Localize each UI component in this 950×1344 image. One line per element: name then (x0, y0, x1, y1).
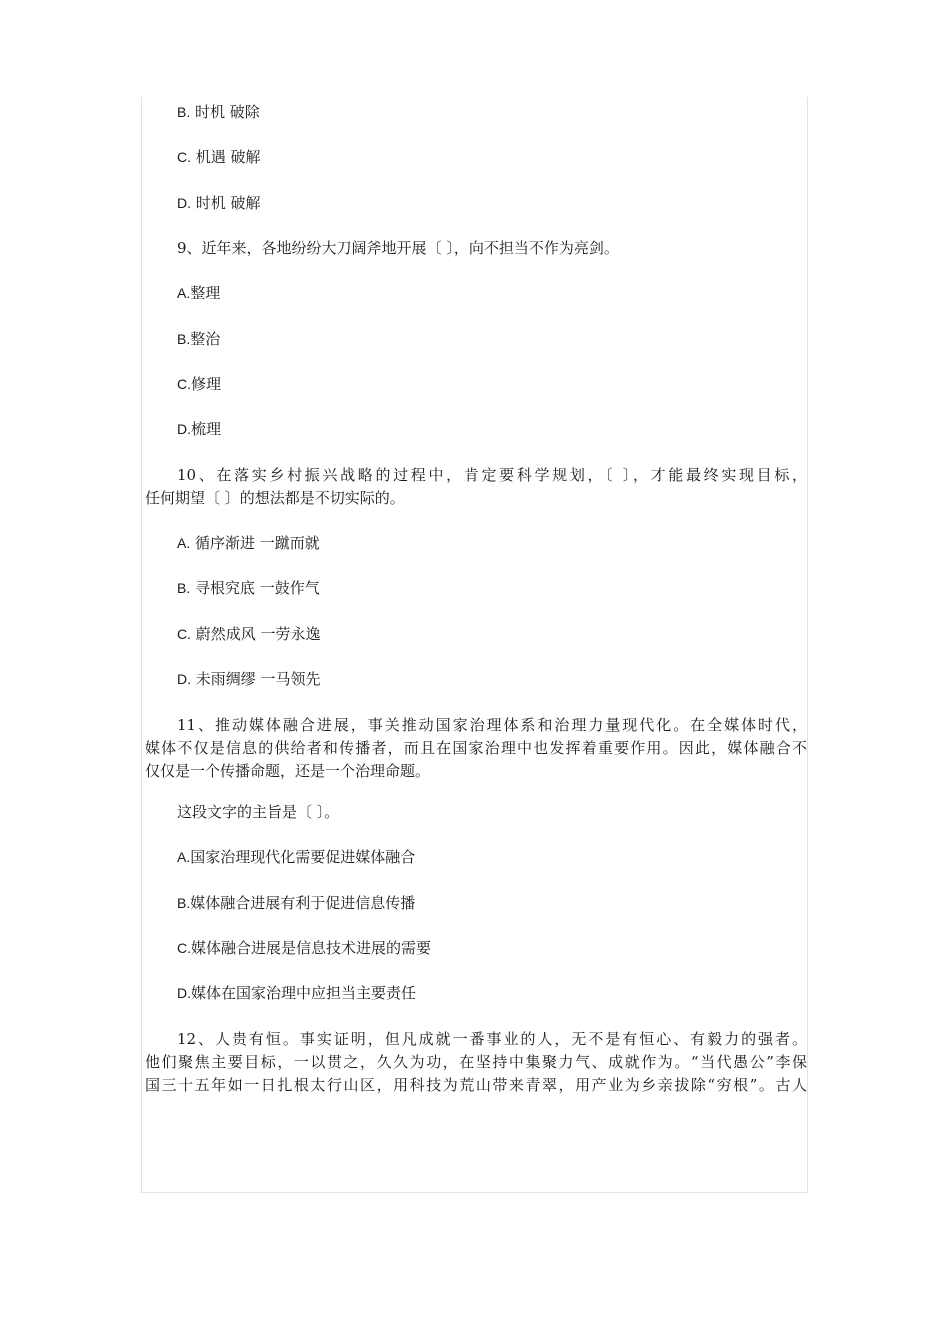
option-text: 蔚然成风 一劳永逸 (195, 625, 321, 643)
q8-option-d (177, 193, 261, 213)
option-text: 寻根究底 一鼓作气 (195, 579, 320, 597)
q10-stem-line-2: 任何期望〔 〕的想法都是不切实际的。 (145, 489, 405, 507)
option-label: C. (177, 149, 191, 165)
option-text: 循序渐进 一蹴而就 (195, 534, 320, 552)
option-label: B. (177, 895, 191, 911)
option-label: A. (177, 849, 191, 865)
q10-option-b (177, 578, 320, 598)
option-label: B. (177, 331, 191, 347)
q12-stem-line-3: 国三十五年如一日扎根太行山区，用科技为荒山带来青翠，用产业为乡亲拔除“穷根”。古人 (145, 1076, 807, 1094)
option-text: 修理 (191, 375, 222, 393)
option-text: 媒体融合进展是信息技术进展的需要 (191, 939, 432, 957)
q10-option-a (177, 533, 320, 553)
q8-option-c (177, 147, 261, 167)
q11-option-c (177, 938, 431, 958)
q9-option-c (177, 374, 221, 394)
q10-option-d (177, 669, 321, 689)
option-label: D. (177, 985, 191, 1001)
option-text: 整治 (190, 330, 221, 348)
q9-option-d (177, 419, 221, 439)
option-label: D. (177, 195, 191, 211)
option-label: C. (177, 626, 191, 642)
q11-stem (145, 714, 807, 783)
option-text: 国家治理现代化需要促进媒体融合 (190, 848, 416, 866)
option-label: A. (177, 535, 191, 551)
q10-option-c (177, 624, 321, 644)
option-label: A. (177, 285, 191, 301)
q9-option-b (177, 329, 220, 349)
q11-option-d (177, 983, 416, 1003)
q9-stem: 9、近年来，各地纷纷大刀阔斧地开展〔 〕，向不担当不作为亮剑。 (177, 239, 619, 257)
option-text: 整理 (190, 284, 221, 302)
q11-stem-line-2: 媒体不仅是信息的供给者和传播者，而且在国家治理中也发挥着重要作用。因此，媒体融合不 (145, 739, 807, 757)
option-text: 时机 破解 (195, 194, 261, 212)
q11-option-b (177, 893, 415, 913)
q12-stem-line-2: 他们聚焦主要目标，一以贯之，久久为功，在坚持中集聚力气、成就作为。“当代愚公”李保 (145, 1053, 807, 1071)
q11-option-a (177, 847, 415, 867)
option-label: C. (177, 940, 191, 956)
option-text: 媒体融合进展有利于促进信息传播 (190, 894, 416, 912)
option-text: 媒体在国家治理中应担当主要责任 (191, 984, 417, 1002)
option-label: B. (177, 580, 191, 596)
q8-option-b (177, 102, 260, 122)
q11-stem-line-1: 11、推动媒体融合进展，事关推动国家治理体系和治理力量现代化。在全媒体时代， (177, 716, 807, 734)
option-text: 机遇 破解 (195, 148, 261, 166)
option-label: B. (177, 104, 191, 120)
option-label: D. (177, 671, 191, 687)
q12-stem-line-1: 12、人贵有恒。事实证明，但凡成就一番事业的人，无不是有恒心、有毅力的强者。 (177, 1030, 807, 1048)
q10-stem-line-1: 10、在落实乡村振兴战略的过程中，肯定要科学规划，〔 〕，才能最终实现目标， (177, 466, 807, 484)
q11-stem-line-3: 仅仅是一个传播命题，还是一个治理命题。 (145, 762, 431, 780)
option-text: 未雨绸缪 一马领先 (195, 670, 321, 688)
q12-stem (145, 1028, 807, 1097)
q11-question: 这段文字的主旨是〔 〕。 (177, 803, 340, 821)
option-label: C. (177, 376, 191, 392)
option-label: D. (177, 421, 191, 437)
q9-option-a (177, 283, 220, 303)
option-text: 时机 破除 (195, 103, 260, 121)
q10-stem (145, 464, 807, 510)
option-text: 梳理 (191, 420, 222, 438)
